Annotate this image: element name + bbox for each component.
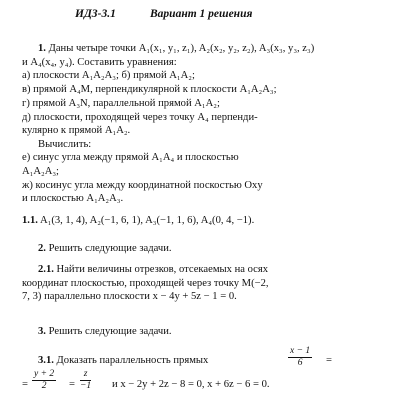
equals-sign-2: =	[22, 379, 28, 390]
task1-item-d-line2: кулярно к прямой A₁A₂.	[22, 125, 131, 136]
fraction-y	[32, 369, 56, 392]
doc-code: ИДЗ-3.1	[75, 8, 116, 20]
task1-item-v: в) прямой A₄M, перпендикулярной к плоскости A₁A₂A₃;	[22, 84, 277, 95]
equals-sign-1: =	[326, 355, 332, 366]
task1-number: 1.	[38, 43, 46, 54]
task3-line	[38, 326, 172, 338]
task1-item-g: г) прямой A₃N, параллельной прямой A₁A₂;	[22, 98, 220, 109]
task1-item-a-b: а) плоскости A₁A₂A₃; б) прямой A₁A₂;	[22, 70, 195, 81]
task1-1-line	[22, 215, 254, 227]
equals-sign-3: =	[69, 379, 75, 390]
task1-line1	[38, 43, 314, 55]
variant-title: Вариант 1 решения	[150, 8, 253, 20]
task2-1-text-line1: Найти величины отрезков, отсекаемых на осях	[56, 264, 269, 275]
fraction-x-denominator: 6	[297, 358, 303, 368]
task2-number: 2.	[38, 243, 46, 254]
task1-item-zh-line2: и плоскостью A₁A₂A₃.	[22, 193, 124, 204]
fraction-y-numerator: y + 2	[34, 369, 55, 379]
task2-1-number: 2.1.	[38, 264, 54, 275]
task3-number: 3.	[38, 326, 46, 337]
task2-1-line1	[38, 264, 268, 276]
task2-line	[38, 243, 172, 255]
fraction-y-denominator: 2	[41, 381, 47, 391]
task1-1-points: A₁(3, 1, 4), A₂(−1, 6, 1), A₃(−1, 1, 6), A₄(0, 4, −1).	[39, 215, 255, 226]
task1-item-d-line1: д) плоскости, проходящей через точку A₄ перпенди-	[22, 112, 258, 123]
task3-1-prefix: Доказать параллельность прямых	[56, 355, 209, 366]
task3-1-line1	[38, 355, 208, 367]
task1-intro-line1: Даны четыре точки A₁(x₁, y₁, z₁), A₂(x₂, y₂, z₂), A₃(x₃, y₃, z₃)	[48, 43, 315, 54]
task1-item-e-line1: е) синус угла между прямой A₁A₄ и плоскостью	[22, 152, 239, 163]
task1-intro-line2: и A₄(x₄, y₄). Составить уравнения:	[22, 57, 177, 68]
task2-text: Решить следующие задачи.	[48, 243, 172, 254]
task1-1-number: 1.1.	[22, 215, 38, 226]
task2-1-text-line2: координат плоскостью, проходящей через точку M(−2,	[22, 278, 269, 289]
task3-text: Решить следующие задачи.	[48, 326, 172, 337]
task1-compute-label: Вычислить:	[38, 139, 92, 150]
task3-1-suffix: и x − 2y + 2z − 8 = 0, x + 6z − 6 = 0.	[112, 379, 270, 390]
fraction-x	[288, 346, 312, 369]
fraction-z	[80, 369, 91, 392]
task2-1-text-line3: 7, 3) параллельно плоскости x − 4y + 5z − 1 = 0.	[22, 291, 237, 302]
fraction-x-numerator: x − 1	[290, 346, 311, 356]
fraction-z-numerator: z	[83, 369, 88, 379]
task1-item-e-line2: A₁A₂A₃;	[22, 166, 59, 177]
task3-1-number: 3.1.	[38, 355, 54, 366]
fraction-z-denominator: −1	[80, 381, 92, 391]
task1-item-zh-line1: ж) косинус угла между координатной поскостью Oxy	[22, 180, 263, 191]
